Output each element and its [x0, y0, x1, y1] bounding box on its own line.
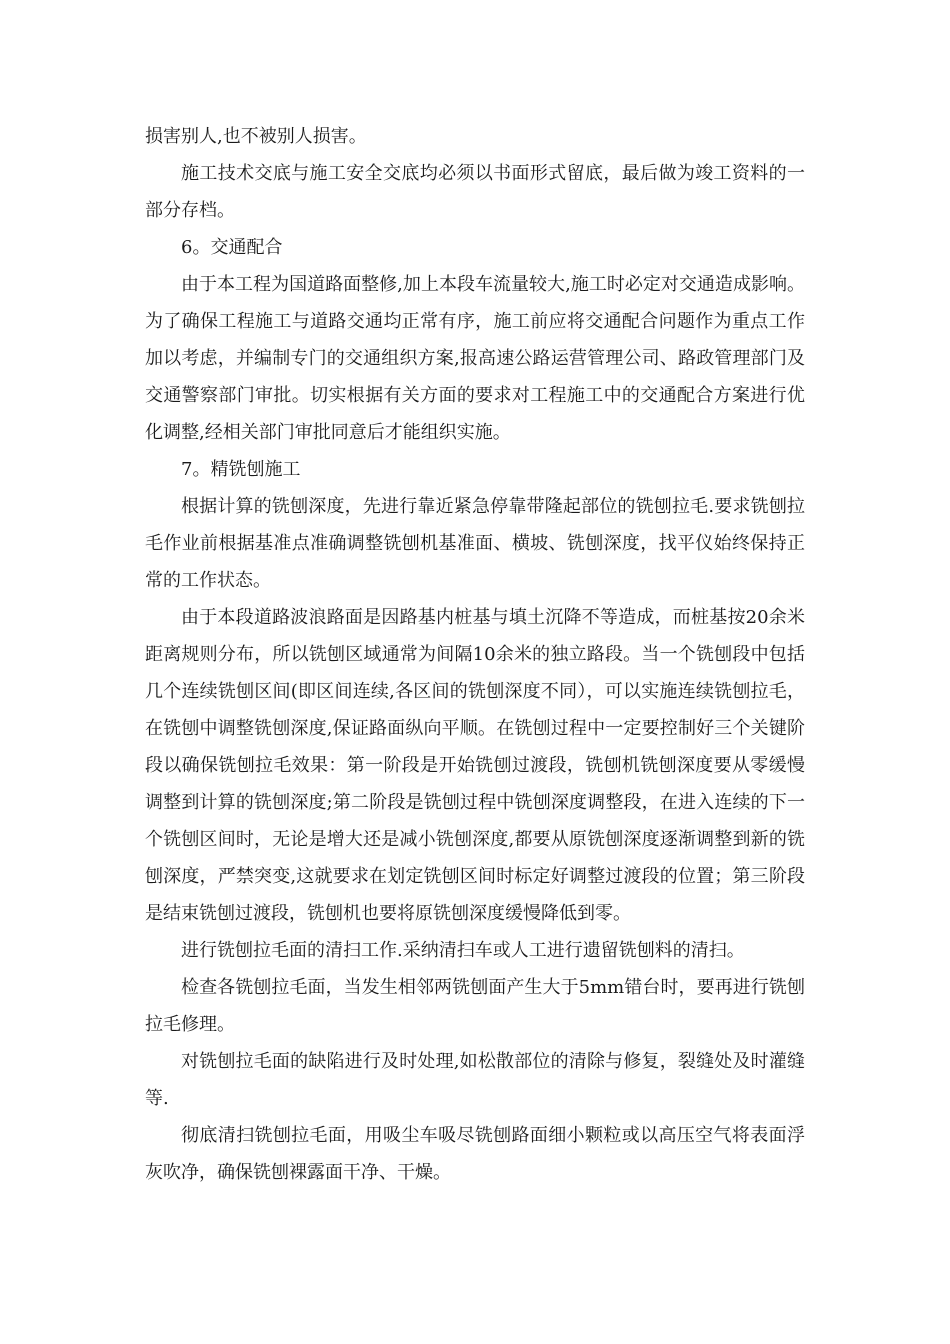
paragraph-milling-stages: 由于本段道路波浪路面是因路基内桩基与填土沉降不等造成，而桩基按20余米距离规则分布，所以铣刨区域通常为间隔10余米的独立路段。当一个铣刨段中包括几个连续铣刨区间(即区间连续,各区间的铣刨深度不同），可以实施连续铣刨拉毛，在铣刨中调整铣刨深度,保证路面纵向平顺。在铣刨过程中一定要控制好三个关键阶段以确保铣刨拉毛效果：第一阶段是开始铣刨过渡段，铣刨机铣刨深度要从零缓慢调整到计算的铣刨深度;第二阶段是铣刨过程中铣刨深度调整段，在进入连续的下一个铣刨区间时，无论是增大还是减小铣刨深度,都要从原铣刨深度逐渐调整到新的铣刨深度，严禁突变,这就要求在划定铣刨区间时标定好调整过渡段的位置；第三阶段是结束铣刨过渡段，铣刨机也要将原铣刨深度缓慢降低到零。	[145, 607, 805, 924]
paragraph-intro-fragment: 损害别人,也不被别人损害。	[145, 126, 367, 147]
paragraph-defect-repair: 对铣刨拉毛面的缺陷进行及时处理,如松散部位的清除与修复，裂缝处及时灌缝等.	[145, 1051, 805, 1109]
paragraph-traffic-coordination: 由于本工程为国道路面整修,加上本段车流量较大,施工时必定对交通造成影响。为了确保工程施工与道路交通均正常有序，施工前应将交通配合问题作为重点工作加以考虑，并编制专门的交通组织方案,报高速公路运营管理公司、路政管理部门及交通警察部门审批。切实根据有关方面的要求对工程施工中的交通配合方案进行优化调整,经相关部门审批同意后才能组织实施。	[145, 274, 805, 443]
paragraph-cleaning: 进行铣刨拉毛面的清扫工作.采纳清扫车或人工进行遗留铣刨料的清扫。	[181, 940, 745, 961]
section-heading-traffic: 6。交通配合	[181, 237, 283, 258]
paragraph-final-cleaning: 彻底清扫铣刨拉毛面，用吸尘车吸尽铣刨路面细小颗粒或以高压空气将表面浮灰吹净，确保铣刨裸露面干净、干燥。	[145, 1125, 805, 1183]
document-page	[145, 118, 805, 1191]
paragraph-disclosure-archive: 施工技术交底与施工安全交底均必须以书面形式留底，最后做为竣工资料的一部分存档。	[145, 163, 805, 221]
section-heading-milling: 7。精铣刨施工	[181, 459, 301, 480]
paragraph-inspection: 检查各铣刨拉毛面，当发生相邻两铣刨面产生大于5mm错台时，要再进行铣刨拉毛修理。	[145, 977, 805, 1035]
paragraph-milling-depth: 根据计算的铣刨深度，先进行靠近紧急停靠带隆起部位的铣刨拉毛.要求铣刨拉毛作业前根据基准点准确调整铣刨机基准面、横坡、铣刨深度，找平仪始终保持正常的工作状态。	[145, 496, 805, 591]
